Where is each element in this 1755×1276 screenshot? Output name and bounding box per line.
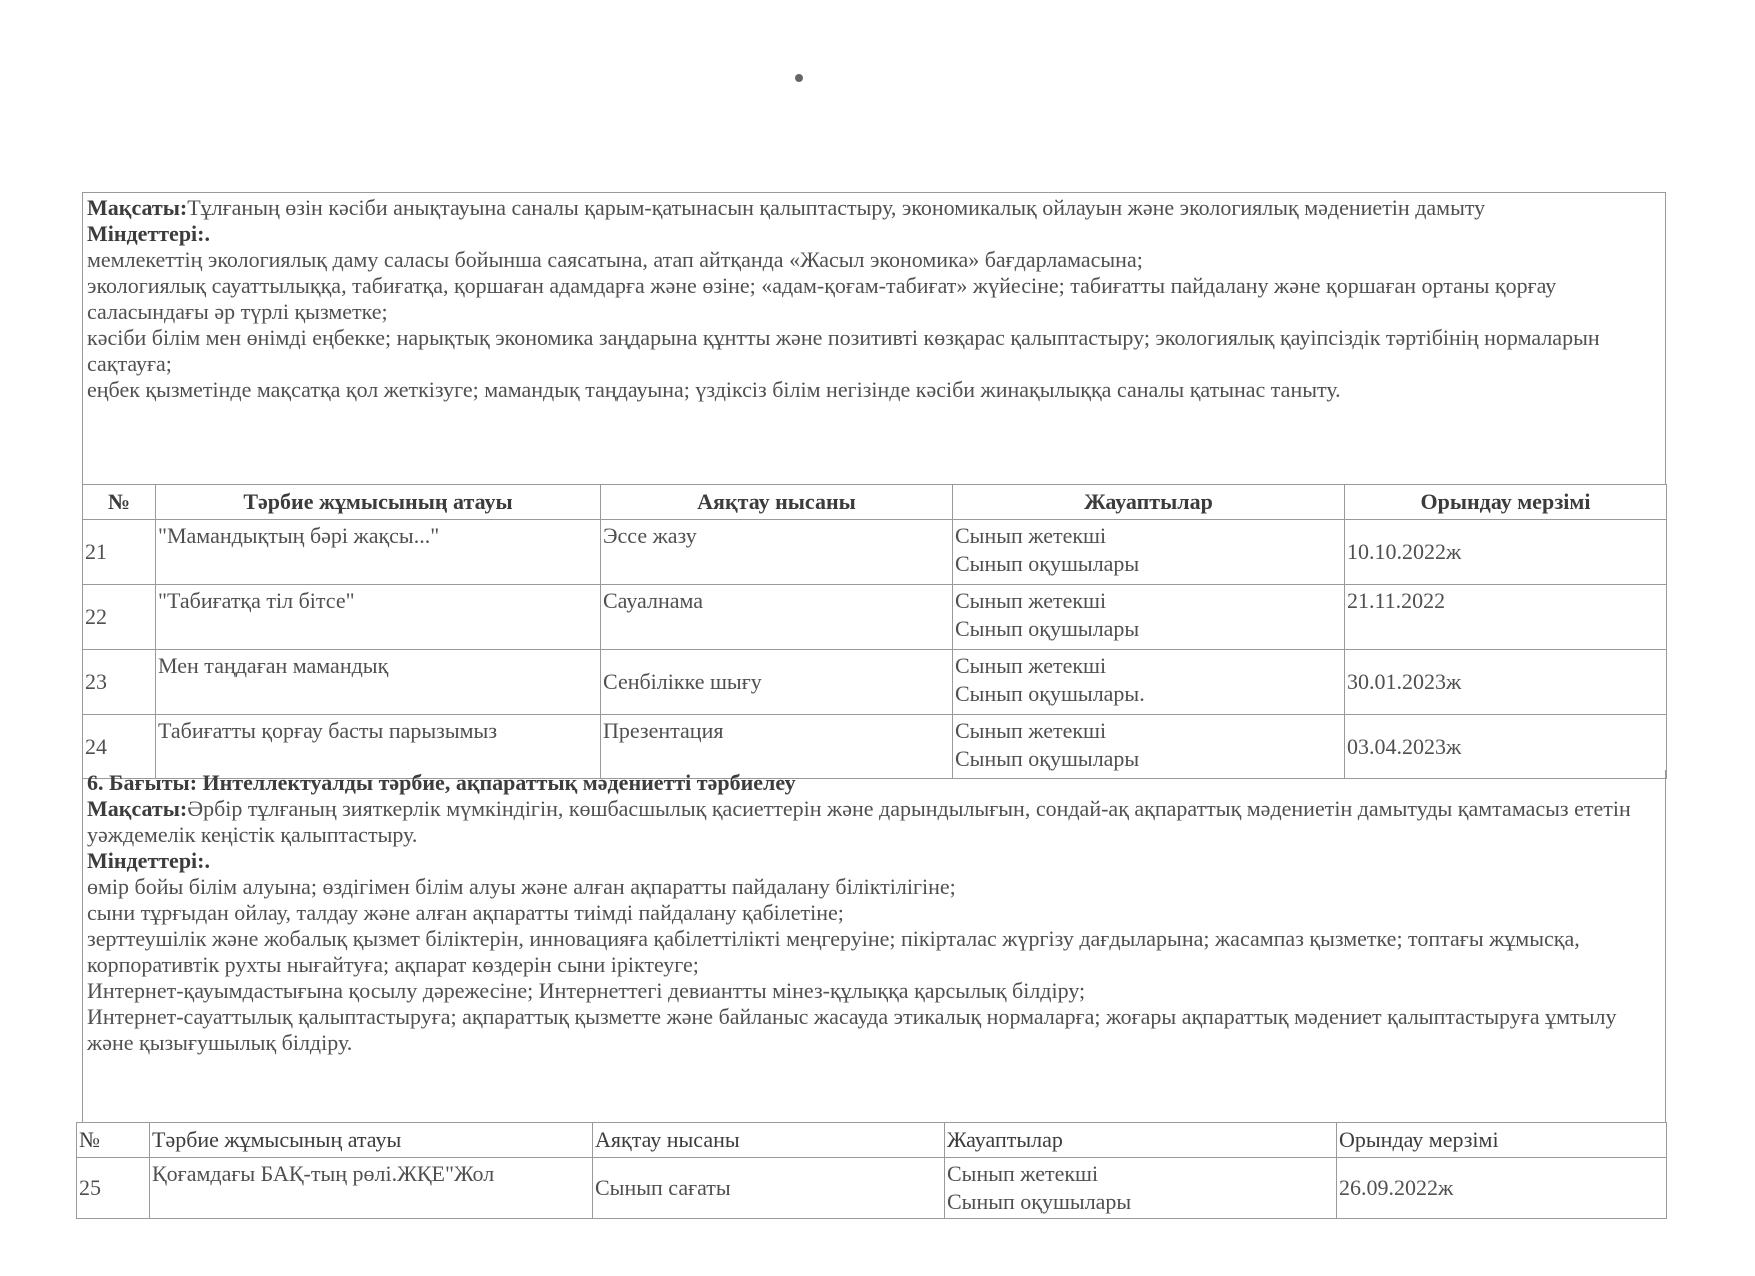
task-item: Интернет-сауаттылық қалыптастыруға; ақпараттық қызметте және байланыс жасауда этикалық нормаларға; жоғары ақпараттық мәдениет қалыптастыруға ұмтылу және қызығушылық білдіру. [87,1004,1617,1055]
cell-number: 24 [83,715,156,779]
cell-number: 21 [83,520,156,585]
tasks-label: Міндеттері:. [87,221,210,246]
col-header-form: Аяқтау нысаны [593,1123,945,1158]
cell-number: 23 [83,650,156,715]
cell-responsible [953,650,1345,715]
responsible-line: Сынып оқушылары [955,746,1140,771]
col-header-name: Тәрбие жұмысының атауы [150,1123,593,1158]
activities-table-2 [76,1122,1667,1219]
task-item: кәсіби білім мен өнімді еңбекке; нарықтық экономика заңдарына құнтты және позитивті көзқарас қалыптастыру; экологиялық қауіпсіздік тәртібінің нормаларын сақтауға; [87,325,1600,376]
goal-text: Тұлғаның өзін кәсіби анықтауына саналы қарым-қатынасын қалыптастыру, экономикалық ойлауын және экологиялық мәдениетін дамыту [187,195,1486,220]
table-row [83,650,1667,715]
scan-dot [795,74,803,82]
cell-deadline: 03.04.2023ж [1345,715,1667,779]
col-header-responsible: Жауаптылар [945,1123,1337,1158]
col-header-number: № [77,1123,150,1158]
tasks-label: Міндеттері:. [87,848,210,873]
cell-name: "Мамандықтың бәрі жақсы..." [156,520,601,585]
responsible-line: Сынып жетекші [955,588,1107,613]
responsible-line: Сынып жетекші [955,718,1107,743]
task-item: еңбек қызметінде мақсатқа қол жеткізуге; мамандық таңдауына; үздіксіз білім негізінде кәсіби жинақылыққа саналы қатынас таныту. [87,377,1341,402]
task-item: мемлекеттің экологиялық даму саласы бойынша саясатына, атап айтқанда «Жасыл экономика» бағдарламасына; [87,247,1143,272]
cell-deadline: 21.11.2022 [1345,585,1667,650]
cell-form: Презентация [601,715,953,779]
section-6-block [82,770,1666,1122]
responsible-line: Сынып жетекші [955,523,1107,548]
col-header-number: № [83,485,156,520]
cell-deadline: 10.10.2022ж [1345,520,1667,585]
goal-line [87,195,1661,221]
task-item: экологиялық сауаттылыққа, табиғатқа, қоршаған адамдарға және өзіне; «адам-қоғам-табиғат» жүйесіне; табиғатты пайдалану және қоршаған ортаны қорғау саласындағы әр түрлі қызметке; [87,273,1557,324]
goal-line [87,796,1661,848]
cell-number: 22 [83,585,156,650]
cell-responsible [953,520,1345,585]
table-row [83,585,1667,650]
document-page [79,192,1666,1214]
cell-responsible [953,715,1345,779]
goal-label: Мақсаты: [87,796,188,821]
responsible-line: Сынып оқушылары [955,616,1140,641]
col-header-deadline: Орындау мерзімі [1337,1123,1667,1158]
col-header-responsible: Жауаптылар [953,485,1345,520]
cell-form: Сенбілікке шығу [601,650,953,715]
table-header-row [83,485,1667,520]
cell-responsible [953,585,1345,650]
task-item: Интернет-қауымдастығына қосылу дәрежесіне; Интернеттегі девиантты мінез-құлыққа қарсылық білдіру; [87,978,1086,1003]
cell-form: Сынып сағаты [593,1158,945,1219]
cell-name: Мен таңдаған мамандық [156,650,601,715]
task-item: өмір бойы білім алуына; өздігімен білім алуы және алған ақпаратты пайдалану біліктілігіне; [87,874,956,899]
cell-number: 25 [77,1158,150,1219]
responsible-line: Сынып жетекші [955,653,1107,678]
cell-form: Эссе жазу [601,520,953,585]
col-header-deadline: Орындау мерзімі [1345,485,1667,520]
col-header-form: Аяқтау нысаны [601,485,953,520]
col-header-name: Тәрбие жұмысының атауы [156,485,601,520]
cell-name: Табиғатты қорғау басты парызымыз [156,715,601,779]
goal-label: Мақсаты: [87,195,188,220]
cell-deadline: 30.01.2023ж [1345,650,1667,715]
responsible-line: Сынып оқушылары [947,1189,1132,1214]
responsible-line: Сынып оқушылары [955,551,1140,576]
table-row [77,1158,1667,1219]
responsible-line: Сынып жетекші [947,1161,1099,1186]
cell-responsible [945,1158,1337,1219]
table-row [83,520,1667,585]
cell-name: Қоғамдағы БАҚ-тың рөлі.ЖҚЕ"Жол [150,1158,593,1219]
task-item: зерттеушілік және жобалық қызмет біліктерін, инновацияға қабілеттілікті меңгеруіне; пікірталас жүргізу дағдыларына; жасампаз қызметке; топтағы жұмысқа, корпоративтік рухты нығайтуға; ақпарат көздерін сыни іріктеуге; [87,926,1580,977]
goal-text: Әрбір тұлғаның зияткерлік мүмкіндігін, көшбасшылық қасиеттерін және дарындылығын, сондай-ақ ақпараттық мәдениетін дамытуды қамтамасыз ететін уәждемелік кеңістік қалыптастыру. [87,796,1631,847]
task-item: сыни тұрғыдан ойлау, талдау және алған ақпаратты тиімді пайдалану қабілетіне; [87,900,844,925]
intro-block [82,192,1666,484]
responsible-line: Сынып оқушылары. [955,681,1145,706]
table-row [83,715,1667,779]
table-header-row [77,1123,1667,1158]
activities-table-1 [82,484,1667,779]
cell-deadline: 26.09.2022ж [1337,1158,1667,1219]
section-heading: 6. Бағыты: Интеллектуалды тәрбие, ақпараттық мәдениетті тәрбиелеу [87,770,796,795]
cell-form: Сауалнама [601,585,953,650]
cell-name: "Табиғатқа тіл бітсе" [156,585,601,650]
